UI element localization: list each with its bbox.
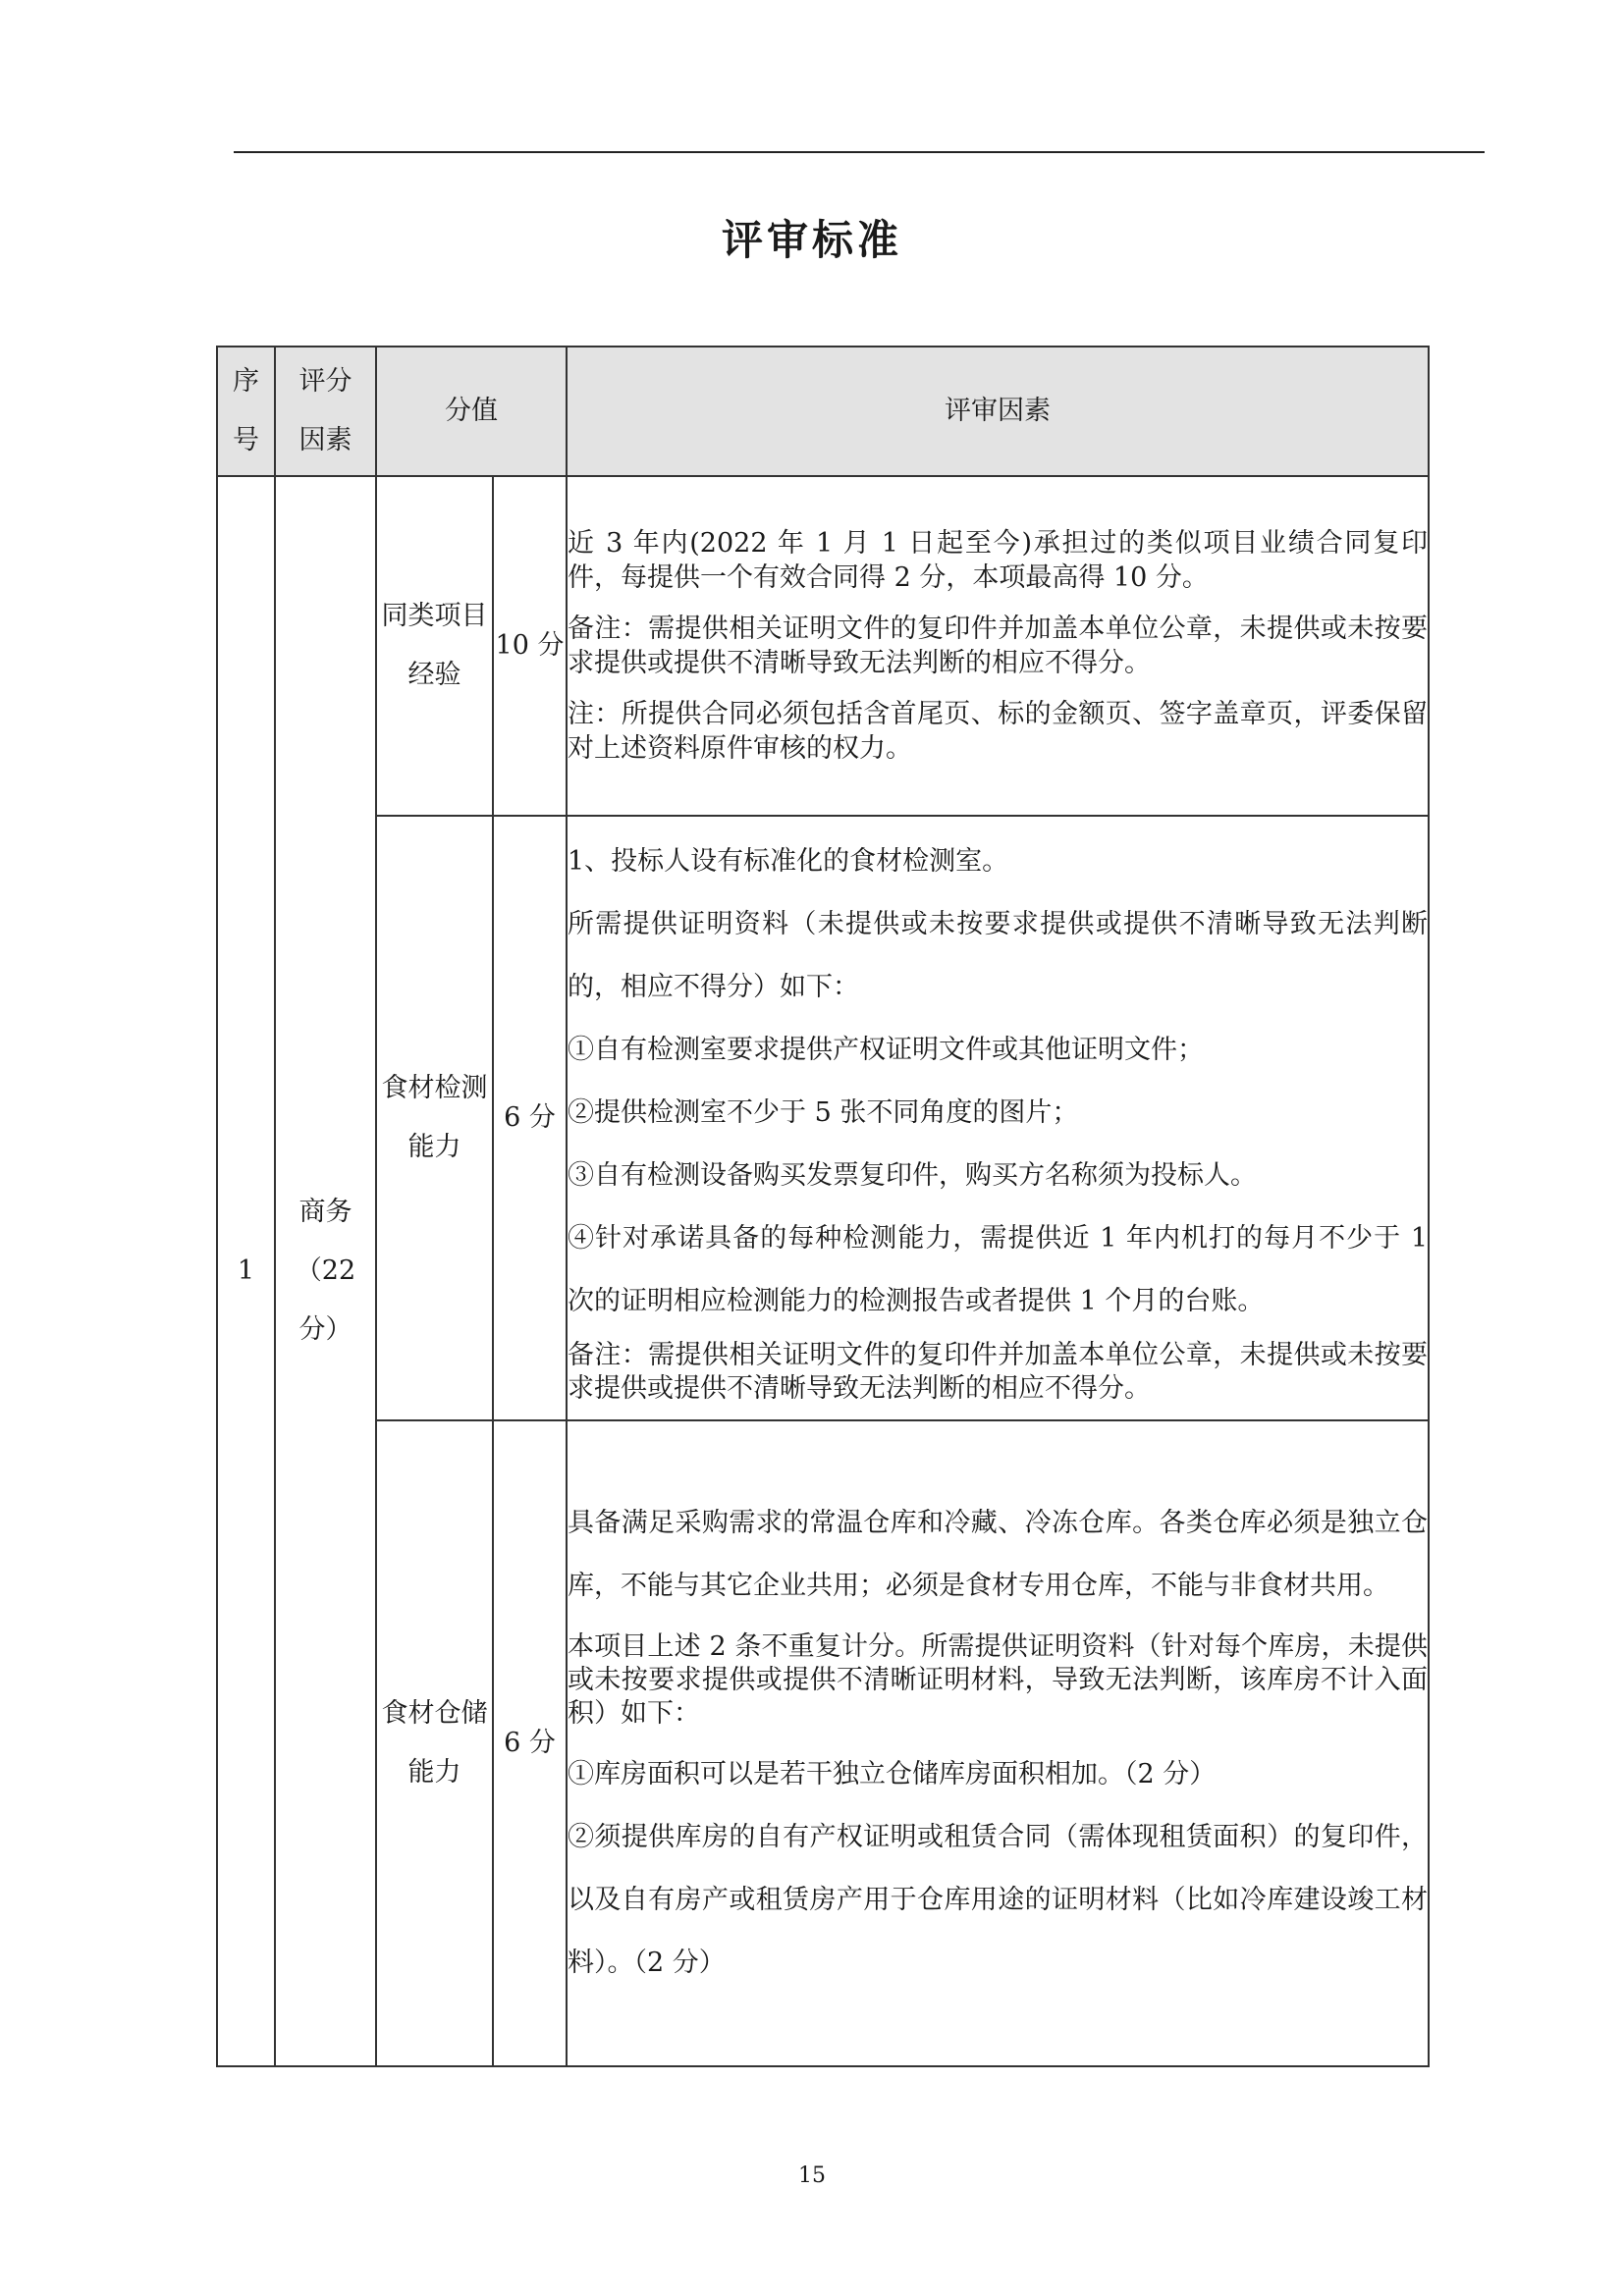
header-criteria: 评审因素	[567, 347, 1429, 476]
scoring-table	[216, 346, 1430, 2067]
item-criteria: 具备满足采购需求的常温仓库和冷藏、冷冻仓库。各类仓库必须是独立仓库，不能与其它企业共用；必须是食材专用仓库，不能与非食材共用。 本项目上述 2 条不重复计分。所需提供证明资料（针对每个库房，未提供或未按要求提供或提供不清晰证明材料，导致无法判断，该库房不计入面积）如下： ①库房面积可以是若干独立仓储库房面积相加。（2 分） ②须提供库房的自有产权证明或租赁合同（需体现租赁面积）的复印件，以及自有房产或租赁房产用于仓库用途的证明材料（比如冷库建设竣工材料）。（2 分）	[567, 1420, 1429, 2066]
row-category: 商务 （22 分）	[275, 476, 376, 2066]
header-score: 分值	[376, 347, 567, 476]
page-title: 评审标准	[721, 216, 902, 264]
page-number: 15	[798, 2163, 826, 2188]
item-criteria: 近 3 年内(2022 年 1 月 1 日起至今)承担过的类似项目业绩合同复印件，每提供一个有效合同得 2 分，本项最高得 10 分。 备注：需提供相关证明文件的复印件并加盖本单位公章，未提供或未按要求提供或提供不清晰导致无法判断的相应不得分。 注：所提供合同必须包括含首尾页、标的金额页、签字盖章页，评委保留对上述资料原件审核的权力。	[567, 476, 1429, 816]
item-points: 10 分	[493, 476, 567, 816]
row-seq: 1	[217, 476, 275, 2066]
table-row	[217, 1420, 1429, 2066]
item-name: 同类项目 经验	[376, 476, 493, 816]
table-row	[217, 816, 1429, 1420]
item-points: 6 分	[493, 816, 567, 1420]
header-rule	[234, 151, 1485, 153]
table-row	[217, 476, 1429, 816]
table-header-row	[217, 347, 1429, 476]
item-criteria: 1、投标人设有标准化的食材检测室。 所需提供证明资料（未提供或未按要求提供或提供不清晰导致无法判断的，相应不得分）如下： ①自有检测室要求提供产权证明文件或其他证明文件； ②提供检测室不少于 5 张不同角度的图片； ③自有检测设备购买发票复印件，购买方名称须为投标人。 ④针对承诺具备的每种检测能力，需提供近 1 年内机打的每月不少于 1 次的证明相应检测能力的检测报告或者提供 1 个月的台账。 备注：需提供相关证明文件的复印件并加盖本单位公章，未提供或未按要求提供或提供不清晰导致无法判断的相应不得分。	[567, 816, 1429, 1420]
header-factor: 评分 因素	[275, 347, 376, 476]
header-seq: 序 号	[217, 347, 275, 476]
item-name: 食材仓储 能力	[376, 1420, 493, 2066]
item-name: 食材检测 能力	[376, 816, 493, 1420]
item-points: 6 分	[493, 1420, 567, 2066]
